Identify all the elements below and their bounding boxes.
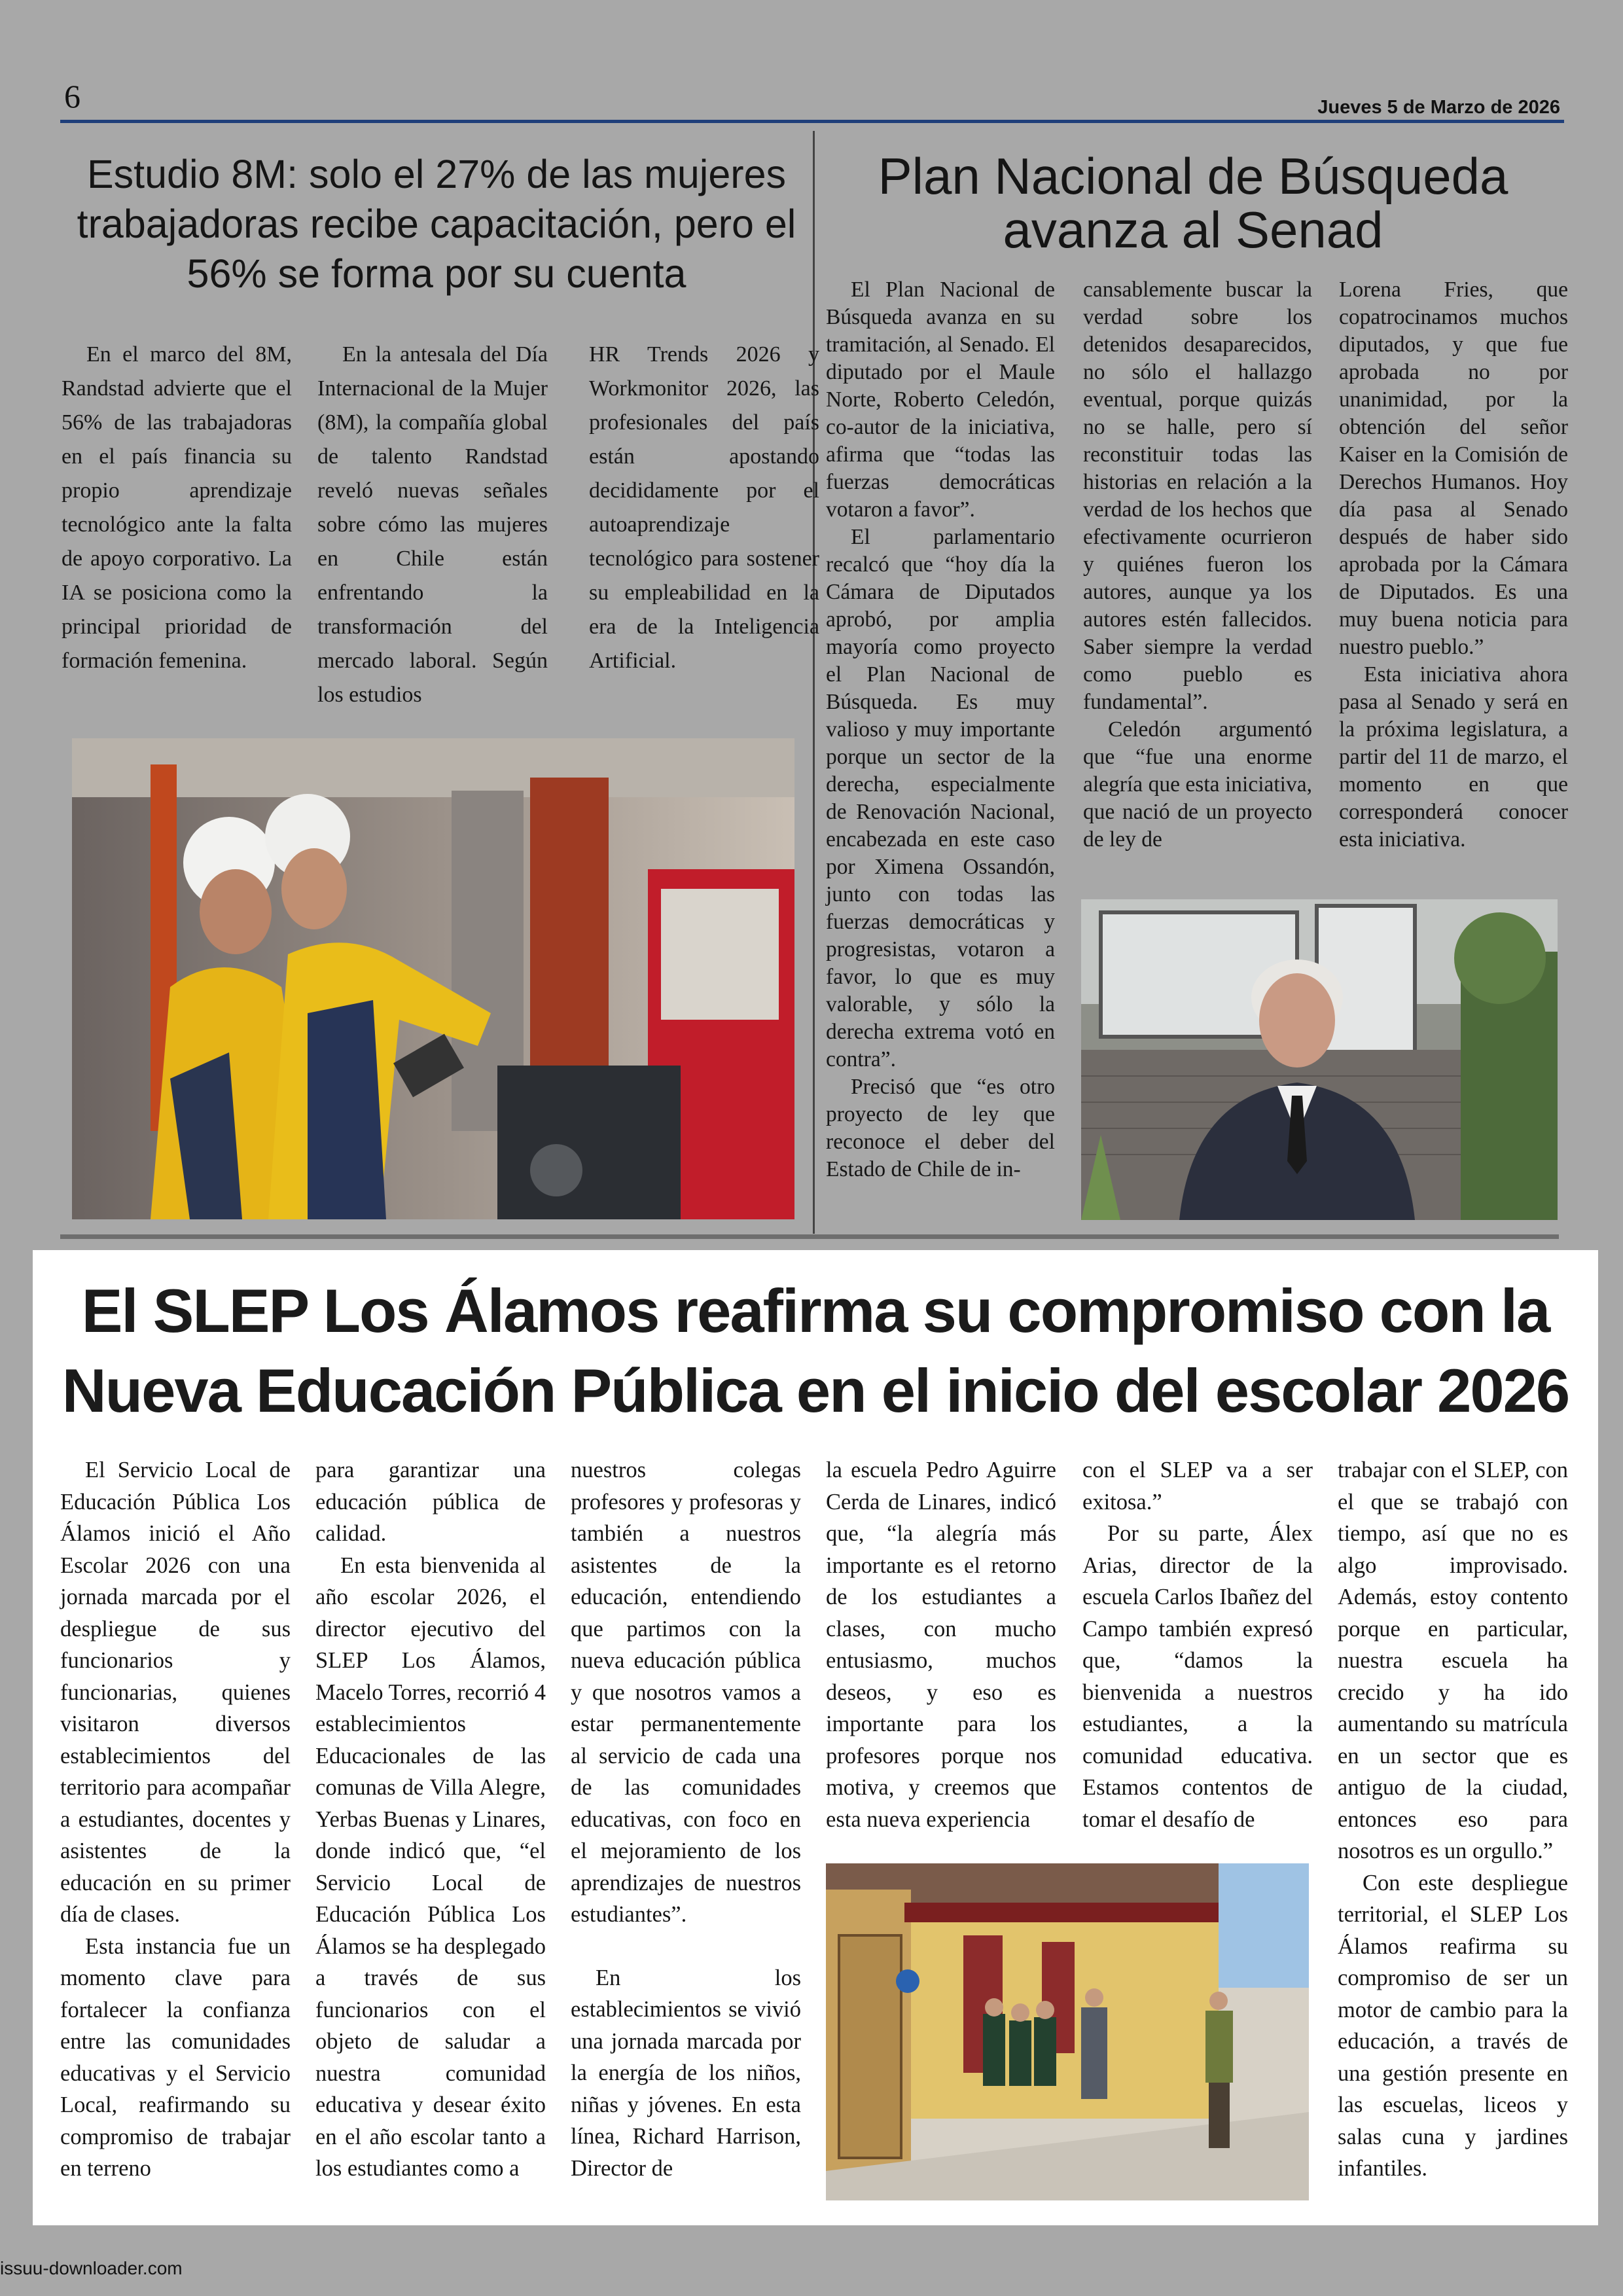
- article-bottom-col6: [1338, 1454, 1568, 2185]
- paragraph: El Plan Nacional de Búsqueda avanza en su tramitación, al Senado. El diputado por el Maule Norte, Roberto Celedón, co-autor de la iniciativa, afirma que “todas las fuerzas democráticas votaron a favor”.: [826, 278, 1055, 522]
- paragraph: Esta iniciativa ahora pasa al Senado y será en la próxima legislatura, a partir del 11 de marzo, el momento en que corresponderá conocer esta iniciativa.: [1339, 662, 1568, 852]
- headline-line: Nueva Educación Pública en el inicio del escolar 2026: [62, 1356, 1569, 1425]
- footer-watermark: issuu-downloader.com: [0, 2258, 183, 2278]
- workers-photo: [72, 738, 794, 1219]
- deputy-photo: [1081, 899, 1558, 1220]
- column-divider: [813, 131, 815, 1234]
- article-bottom-col3: [571, 1454, 801, 2184]
- paragraph: En los establecimientos se vivió una jornada marcada por la energía de los niños, niñas y jóvenes. En esta línea, Richard Harrison, Director de: [571, 1965, 801, 2181]
- paragraph: En la antesala del Día Internacional de la Mujer (8M), la compañía global de talento Randstad reveló nuevas señales sobre cómo las mujeres en Chile están enfrentando la transformación del mercado laboral. Según los estudios: [317, 342, 548, 707]
- paragraph: Con este despliegue territorial, el SLEP Los Álamos reafirma su compromiso de ser un motor de cambio para la educación, a través de una gestión presente en las escuelas, liceos y salas cuna y jardines infantiles.: [1338, 1870, 1568, 2181]
- section-rule: [60, 1234, 1559, 1239]
- paragraph: El Servicio Local de Educación Pública Los Álamos inició el Año Escolar 2026 con una jornada marcada por el despliegue de sus funcionarios y funcionarias, quienes visitaron diversos establecimientos del territorio para acompañar a estudiantes, docentes y asistentes de la educación en su primer día de clases.: [60, 1458, 291, 1927]
- article-right-col2: [1083, 276, 1312, 853]
- article-left-col2: [317, 338, 548, 712]
- paragraph: Esta instancia fue un momento clave para fortalecer la confianza entre las comunidades educativas y el Servicio Local, reafirmando su compromiso de trabajar en terreno: [60, 1933, 291, 2181]
- paragraph: HR Trends 2026 y Workmonitor 2026, las profesionales del país están apostando decididamente por el autoaprendizaje tecnológico para sostener su empleabilidad en la era de la Inteligencia Artificial.: [589, 342, 819, 673]
- page-number: 6: [64, 78, 80, 115]
- paragraph: Lorena Fries, que copatrocinamos muchos diputados, y que fue aprobada no por unanimidad, por la obtención del señor Kaiser en la Comisión de Derechos Humanos. Hoy día pasa al Senado después de haber sido aprobada por la Cámara de Diputados. Es una muy buena noticia para nuestro pueblo.”: [1339, 278, 1568, 659]
- paragraph: En esta bienvenida al año escolar 2026, el director ejecutivo del SLEP Los Álamos, Macelo Torres, recorrió 4 establecimientos Educacionales de las comunas de Villa Alegre, Yerbas Buenas y Linares, donde indicó que, “el Servicio Local de Educación Pública Los Álamos se ha desplegado a través de sus funcionarios con el objeto de saludar a nuestra comunidad educativa y desear éxito en el año escolar tanto a los estudiantes como a: [315, 1552, 546, 2181]
- article-bottom-headline: [33, 1271, 1598, 1431]
- article-right-col1: [826, 276, 1055, 1183]
- article-bottom-col4: [826, 1454, 1056, 1835]
- paragraph: En el marco del 8M, Randstad advierte que el 56% de las trabajadoras en el país financia su propio aprendizaje tecnológico ante la falta de apoyo corporativo. La IA se posiciona como la principal prioridad de formación femenina.: [62, 342, 292, 673]
- article-left-col1: [62, 338, 292, 678]
- paragraph: nuestros colegas profesores y profesoras y también a nuestros asistentes de la educación, entendiendo que partimos con la nueva educación pública y que nosotros vamos a estar permanentemente al servicio de cada una de las comunidades educativas, con foco en el mejoramiento de los aprendizajes de nuestros estudiantes”.: [571, 1458, 801, 1927]
- article-left-headline: Estudio 8M: solo el 27% de las mujeres trabajadoras recibe capacitación, pero el 56% se forma por su cuenta: [77, 152, 796, 296]
- headline-line: El SLEP Los Álamos reafirma su compromiso con la: [81, 1276, 1550, 1345]
- paragraph: Celedón argumentó que “fue una enorme alegría que esta iniciativa, que nació de un proyecto de ley de: [1083, 717, 1312, 852]
- article-bottom-col5: [1082, 1454, 1313, 1835]
- paragraph: Precisó que “es otro proyecto de ley que reconoce el deber del Estado de Chile de in-: [826, 1075, 1055, 1181]
- article-bottom-col2: [315, 1454, 546, 2185]
- school-visit-photo: [826, 1863, 1309, 2200]
- article-right-col3: [1339, 276, 1568, 853]
- article-bottom-col1: [60, 1454, 291, 2185]
- article-right-headline: Plan Nacional de Búsqueda avanza al Senad: [878, 147, 1508, 259]
- header-rule: [60, 120, 1564, 123]
- paragraph: cansablemente buscar la verdad sobre los detenidos desaparecidos, no sólo el hallazgo eventual, porque quizás no se halle, pero sí reconstituir todas las historias en relación a la verdad de los hechos que efectivamente ocurrieron y quiénes fueron los autores, aunque ya los autores estén fallecidos. Saber siempre la verdad como pueblo es fundamental”.: [1083, 278, 1312, 714]
- paragraph: El parlamentario recalcó que “hoy día la Cámara de Diputados aprobó, por amplia mayoría como proyecto el Plan Nacional de Búsqueda. Es muy valioso y muy importante porque un sector de la derecha, especialmente de Renovación Nacional, encabezada en este caso por Ximena Ossandón, junto con todas las fuerzas democráticas y progresistas, votaron a favor, lo que es muy valorable, y sólo la derecha extrema votó en contra”.: [826, 525, 1055, 1071]
- issue-date: Jueves 5 de Marzo de 2026: [1317, 97, 1560, 118]
- paragraph: con el SLEP va a ser exitosa.”: [1082, 1458, 1313, 1515]
- paragraph: para garantizar una educación pública de calidad.: [315, 1458, 546, 1546]
- paragraph: la escuela Pedro Aguirre Cerda de Linares, indicó que, “la alegría más importante es el retorno de los estudiantes a clases, con mucho entusiasmo, muchos deseos, y eso es importante para los profesores porque nos motiva, y creemos que esta nueva experiencia: [826, 1458, 1056, 1832]
- paragraph: Por su parte, Álex Arias, director de la escuela Carlos Ibañez del Campo también expresó que, “damos la bienvenida a nuestros estudiantes, a la comunidad educativa. Estamos contentos de tomar el desafío de: [1082, 1521, 1313, 1832]
- article-left-col3: [589, 338, 819, 678]
- paragraph: trabajar con el SLEP, con el que se trabajó con tiempo, así que no es algo improvisado. Además, estoy contento porque en particular, nuestra escuela ha crecido y ha ido aumentando su matrícula en un sector que es antiguo de la ciudad, entonces eso para nosotros es un orgullo.”: [1338, 1458, 1568, 1863]
